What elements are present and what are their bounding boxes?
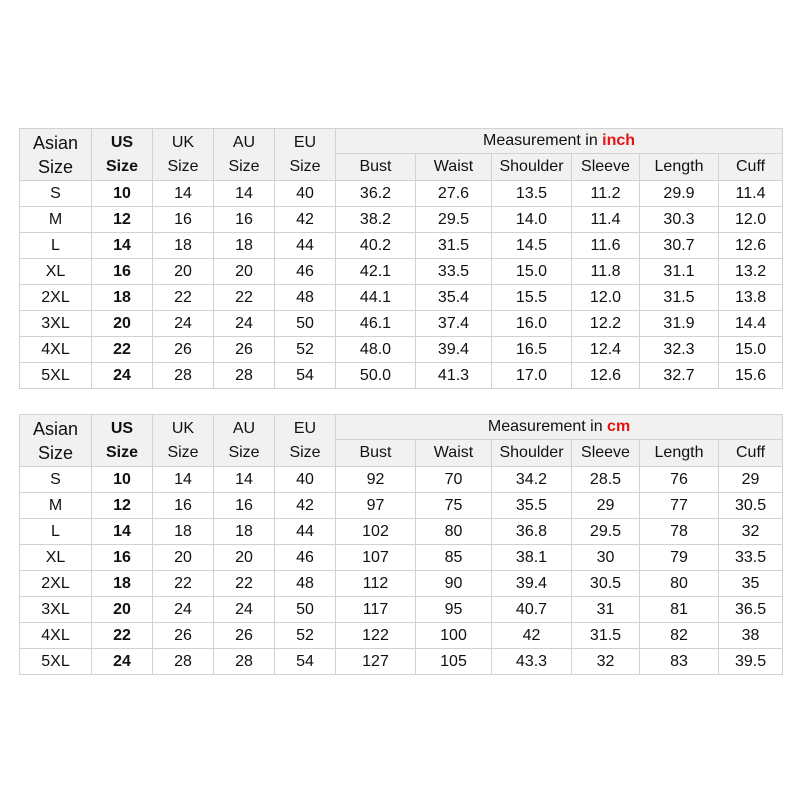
sleeve-cell: 29.5 <box>572 519 640 545</box>
au-size-cell: 28 <box>214 363 275 389</box>
uk-size-cell: 22 <box>153 285 214 311</box>
eu-size-cell: 40 <box>275 467 336 493</box>
eu-size-cell: 48 <box>275 285 336 311</box>
measurement-title <box>336 129 783 154</box>
length-cell: 77 <box>640 493 719 519</box>
table-row <box>20 571 783 597</box>
us-size-cell: 22 <box>92 337 153 363</box>
au-size-cell: 14 <box>214 181 275 207</box>
measurement-header-length: Length <box>640 440 719 467</box>
cuff-cell: 32 <box>719 519 783 545</box>
eu-size-cell: 50 <box>275 311 336 337</box>
cuff-cell: 35 <box>719 571 783 597</box>
table-row <box>20 363 783 389</box>
bust-cell: 42.1 <box>336 259 416 285</box>
length-cell: 32.3 <box>640 337 719 363</box>
bust-cell: 97 <box>336 493 416 519</box>
header-line: Asian <box>32 418 79 439</box>
eu-size-header <box>275 129 336 181</box>
uk-size-cell: 28 <box>153 649 214 675</box>
length-cell: 83 <box>640 649 719 675</box>
asian-size-cell: S <box>20 467 92 493</box>
au-size-cell: 24 <box>214 311 275 337</box>
bust-cell: 102 <box>336 519 416 545</box>
bust-cell: 122 <box>336 623 416 649</box>
waist-cell: 41.3 <box>416 363 492 389</box>
sleeve-cell: 12.2 <box>572 311 640 337</box>
header-line: Size <box>289 157 321 175</box>
length-cell: 31.1 <box>640 259 719 285</box>
us-size-cell: 14 <box>92 233 153 259</box>
table-row <box>20 233 783 259</box>
sleeve-cell: 11.4 <box>572 207 640 233</box>
au-size-header <box>214 415 275 467</box>
us-size-cell: 24 <box>92 649 153 675</box>
waist-cell: 35.4 <box>416 285 492 311</box>
shoulder-cell: 16.5 <box>492 337 572 363</box>
asian-size-cell: 4XL <box>20 623 92 649</box>
waist-cell: 100 <box>416 623 492 649</box>
au-size-cell: 20 <box>214 259 275 285</box>
length-cell: 32.7 <box>640 363 719 389</box>
measurement-unit: cm <box>607 418 631 435</box>
au-size-cell: 26 <box>214 623 275 649</box>
waist-cell: 27.6 <box>416 181 492 207</box>
eu-size-cell: 46 <box>275 545 336 571</box>
table-row <box>20 493 783 519</box>
uk-size-cell: 20 <box>153 545 214 571</box>
shoulder-cell: 40.7 <box>492 597 572 623</box>
shoulder-cell: 16.0 <box>492 311 572 337</box>
length-cell: 31.9 <box>640 311 719 337</box>
asian-size-cell: M <box>20 207 92 233</box>
eu-size-cell: 54 <box>275 649 336 675</box>
waist-cell: 37.4 <box>416 311 492 337</box>
table-row <box>20 285 783 311</box>
uk-size-cell: 26 <box>153 337 214 363</box>
measurement-header-cuff: Cuff <box>719 154 783 181</box>
eu-size-cell: 52 <box>275 623 336 649</box>
eu-size-cell: 54 <box>275 363 336 389</box>
header-line: Size <box>289 443 321 461</box>
length-cell: 81 <box>640 597 719 623</box>
sleeve-cell: 29 <box>572 493 640 519</box>
us-size-cell: 16 <box>92 545 153 571</box>
length-cell: 31.5 <box>640 285 719 311</box>
au-size-cell: 24 <box>214 597 275 623</box>
measurement-title <box>336 415 783 440</box>
waist-cell: 31.5 <box>416 233 492 259</box>
waist-cell: 85 <box>416 545 492 571</box>
cuff-cell: 29 <box>719 467 783 493</box>
table-row <box>20 467 783 493</box>
cuff-cell: 14.4 <box>719 311 783 337</box>
asian-size-cell: 3XL <box>20 311 92 337</box>
uk-size-header <box>153 415 214 467</box>
sleeve-cell: 11.2 <box>572 181 640 207</box>
waist-cell: 33.5 <box>416 259 492 285</box>
shoulder-cell: 38.1 <box>492 545 572 571</box>
table-row <box>20 597 783 623</box>
measurement-header-length: Length <box>640 154 719 181</box>
sleeve-cell: 12.6 <box>572 363 640 389</box>
measurement-header-bust: Bust <box>336 440 416 467</box>
bust-cell: 36.2 <box>336 181 416 207</box>
us-size-cell: 10 <box>92 467 153 493</box>
header-line: Size <box>167 157 199 175</box>
header-line: AU <box>232 133 256 151</box>
length-cell: 29.9 <box>640 181 719 207</box>
table-body <box>20 467 783 675</box>
header-line: EU <box>293 419 317 437</box>
bust-cell: 117 <box>336 597 416 623</box>
uk-size-cell: 14 <box>153 467 214 493</box>
measurement-header-waist: Waist <box>416 154 492 181</box>
waist-cell: 75 <box>416 493 492 519</box>
measurement-header-sleeve: Sleeve <box>572 154 640 181</box>
shoulder-cell: 39.4 <box>492 571 572 597</box>
au-size-cell: 22 <box>214 571 275 597</box>
au-size-cell: 16 <box>214 493 275 519</box>
asian-size-cell: L <box>20 233 92 259</box>
header-line: Size <box>228 157 260 175</box>
table-body <box>20 181 783 389</box>
length-cell: 82 <box>640 623 719 649</box>
size-chart-inch-table <box>19 128 783 389</box>
measurement-header-cuff: Cuff <box>719 440 783 467</box>
bust-cell: 50.0 <box>336 363 416 389</box>
cuff-cell: 30.5 <box>719 493 783 519</box>
measurement-header-waist: Waist <box>416 440 492 467</box>
sleeve-cell: 31 <box>572 597 640 623</box>
uk-size-cell: 14 <box>153 181 214 207</box>
asian-size-header <box>20 129 92 181</box>
asian-size-cell: XL <box>20 545 92 571</box>
header-line: EU <box>293 133 317 151</box>
measurement-title-prefix: Measurement in <box>483 132 603 149</box>
table-row <box>20 545 783 571</box>
asian-size-cell: 2XL <box>20 571 92 597</box>
uk-size-cell: 16 <box>153 493 214 519</box>
shoulder-cell: 13.5 <box>492 181 572 207</box>
cuff-cell: 39.5 <box>719 649 783 675</box>
measurement-header-shoulder: Shoulder <box>492 154 572 181</box>
measurement-unit: inch <box>602 132 636 149</box>
asian-size-cell: 5XL <box>20 649 92 675</box>
sleeve-cell: 32 <box>572 649 640 675</box>
us-size-cell: 22 <box>92 623 153 649</box>
shoulder-cell: 17.0 <box>492 363 572 389</box>
sleeve-cell: 30.5 <box>572 571 640 597</box>
asian-size-cell: 2XL <box>20 285 92 311</box>
au-size-cell: 20 <box>214 545 275 571</box>
au-size-cell: 28 <box>214 649 275 675</box>
asian-size-cell: L <box>20 519 92 545</box>
au-size-cell: 16 <box>214 207 275 233</box>
asian-size-cell: S <box>20 181 92 207</box>
shoulder-cell: 15.0 <box>492 259 572 285</box>
bust-cell: 107 <box>336 545 416 571</box>
waist-cell: 70 <box>416 467 492 493</box>
uk-size-header <box>153 129 214 181</box>
us-size-header <box>92 129 153 181</box>
header-line: Size <box>228 443 260 461</box>
header-line: US <box>110 419 134 437</box>
shoulder-cell: 43.3 <box>492 649 572 675</box>
sleeve-cell: 11.6 <box>572 233 640 259</box>
shoulder-cell: 14.5 <box>492 233 572 259</box>
uk-size-cell: 24 <box>153 597 214 623</box>
size-chart-cm-table <box>19 414 783 675</box>
waist-cell: 105 <box>416 649 492 675</box>
header-line: Size <box>167 443 199 461</box>
asian-size-cell: XL <box>20 259 92 285</box>
shoulder-cell: 42 <box>492 623 572 649</box>
us-size-cell: 18 <box>92 285 153 311</box>
eu-size-header <box>275 415 336 467</box>
au-size-header <box>214 129 275 181</box>
waist-cell: 39.4 <box>416 337 492 363</box>
eu-size-cell: 46 <box>275 259 336 285</box>
header-line: Size <box>105 157 138 175</box>
au-size-cell: 22 <box>214 285 275 311</box>
us-size-cell: 24 <box>92 363 153 389</box>
measurement-title-prefix: Measurement in <box>487 418 608 435</box>
cuff-cell: 38 <box>719 623 783 649</box>
table-row <box>20 207 783 233</box>
sleeve-cell: 31.5 <box>572 623 640 649</box>
table-row <box>20 623 783 649</box>
us-size-cell: 18 <box>92 571 153 597</box>
au-size-cell: 18 <box>214 519 275 545</box>
bust-cell: 127 <box>336 649 416 675</box>
table-row <box>20 337 783 363</box>
cuff-cell: 13.8 <box>719 285 783 311</box>
length-cell: 80 <box>640 571 719 597</box>
shoulder-cell: 36.8 <box>492 519 572 545</box>
length-cell: 30.7 <box>640 233 719 259</box>
length-cell: 79 <box>640 545 719 571</box>
table-row <box>20 649 783 675</box>
us-size-cell: 20 <box>92 311 153 337</box>
bust-cell: 44.1 <box>336 285 416 311</box>
bust-cell: 112 <box>336 571 416 597</box>
cuff-cell: 12.6 <box>719 233 783 259</box>
length-cell: 78 <box>640 519 719 545</box>
cuff-cell: 11.4 <box>719 181 783 207</box>
bust-cell: 48.0 <box>336 337 416 363</box>
bust-cell: 92 <box>336 467 416 493</box>
us-size-cell: 20 <box>92 597 153 623</box>
uk-size-cell: 22 <box>153 571 214 597</box>
length-cell: 30.3 <box>640 207 719 233</box>
measurement-header-sleeve: Sleeve <box>572 440 640 467</box>
header-line: Size <box>37 156 73 177</box>
sleeve-cell: 28.5 <box>572 467 640 493</box>
bust-cell: 40.2 <box>336 233 416 259</box>
asian-size-header <box>20 415 92 467</box>
cuff-cell: 15.6 <box>719 363 783 389</box>
header-line: Asian <box>32 132 79 153</box>
waist-cell: 29.5 <box>416 207 492 233</box>
measurement-header-bust: Bust <box>336 154 416 181</box>
uk-size-cell: 18 <box>153 233 214 259</box>
waist-cell: 95 <box>416 597 492 623</box>
eu-size-cell: 52 <box>275 337 336 363</box>
shoulder-cell: 14.0 <box>492 207 572 233</box>
header-line: Size <box>105 443 138 461</box>
asian-size-cell: M <box>20 493 92 519</box>
header-line: UK <box>171 133 195 151</box>
shoulder-cell: 35.5 <box>492 493 572 519</box>
au-size-cell: 14 <box>214 467 275 493</box>
header-line: US <box>110 133 134 151</box>
uk-size-cell: 24 <box>153 311 214 337</box>
uk-size-cell: 26 <box>153 623 214 649</box>
au-size-cell: 26 <box>214 337 275 363</box>
sleeve-cell: 12.0 <box>572 285 640 311</box>
table-row <box>20 259 783 285</box>
eu-size-cell: 44 <box>275 519 336 545</box>
shoulder-cell: 15.5 <box>492 285 572 311</box>
uk-size-cell: 18 <box>153 519 214 545</box>
eu-size-cell: 48 <box>275 571 336 597</box>
waist-cell: 90 <box>416 571 492 597</box>
eu-size-cell: 50 <box>275 597 336 623</box>
eu-size-cell: 40 <box>275 181 336 207</box>
uk-size-cell: 20 <box>153 259 214 285</box>
cuff-cell: 33.5 <box>719 545 783 571</box>
measurement-header-shoulder: Shoulder <box>492 440 572 467</box>
header-line: UK <box>171 419 195 437</box>
bust-cell: 46.1 <box>336 311 416 337</box>
us-size-cell: 10 <box>92 181 153 207</box>
cuff-cell: 15.0 <box>719 337 783 363</box>
waist-cell: 80 <box>416 519 492 545</box>
uk-size-cell: 16 <box>153 207 214 233</box>
eu-size-cell: 42 <box>275 207 336 233</box>
cuff-cell: 13.2 <box>719 259 783 285</box>
au-size-cell: 18 <box>214 233 275 259</box>
asian-size-cell: 5XL <box>20 363 92 389</box>
us-size-cell: 16 <box>92 259 153 285</box>
uk-size-cell: 28 <box>153 363 214 389</box>
header-line: Size <box>37 442 73 463</box>
sleeve-cell: 11.8 <box>572 259 640 285</box>
asian-size-cell: 3XL <box>20 597 92 623</box>
eu-size-cell: 44 <box>275 233 336 259</box>
asian-size-cell: 4XL <box>20 337 92 363</box>
us-size-cell: 14 <box>92 519 153 545</box>
length-cell: 76 <box>640 467 719 493</box>
cuff-cell: 36.5 <box>719 597 783 623</box>
us-size-cell: 12 <box>92 493 153 519</box>
eu-size-cell: 42 <box>275 493 336 519</box>
shoulder-cell: 34.2 <box>492 467 572 493</box>
table-row <box>20 311 783 337</box>
cuff-cell: 12.0 <box>719 207 783 233</box>
sleeve-cell: 12.4 <box>572 337 640 363</box>
header-line: AU <box>232 419 256 437</box>
us-size-cell: 12 <box>92 207 153 233</box>
table-row <box>20 181 783 207</box>
table-row <box>20 519 783 545</box>
bust-cell: 38.2 <box>336 207 416 233</box>
us-size-header <box>92 415 153 467</box>
sleeve-cell: 30 <box>572 545 640 571</box>
